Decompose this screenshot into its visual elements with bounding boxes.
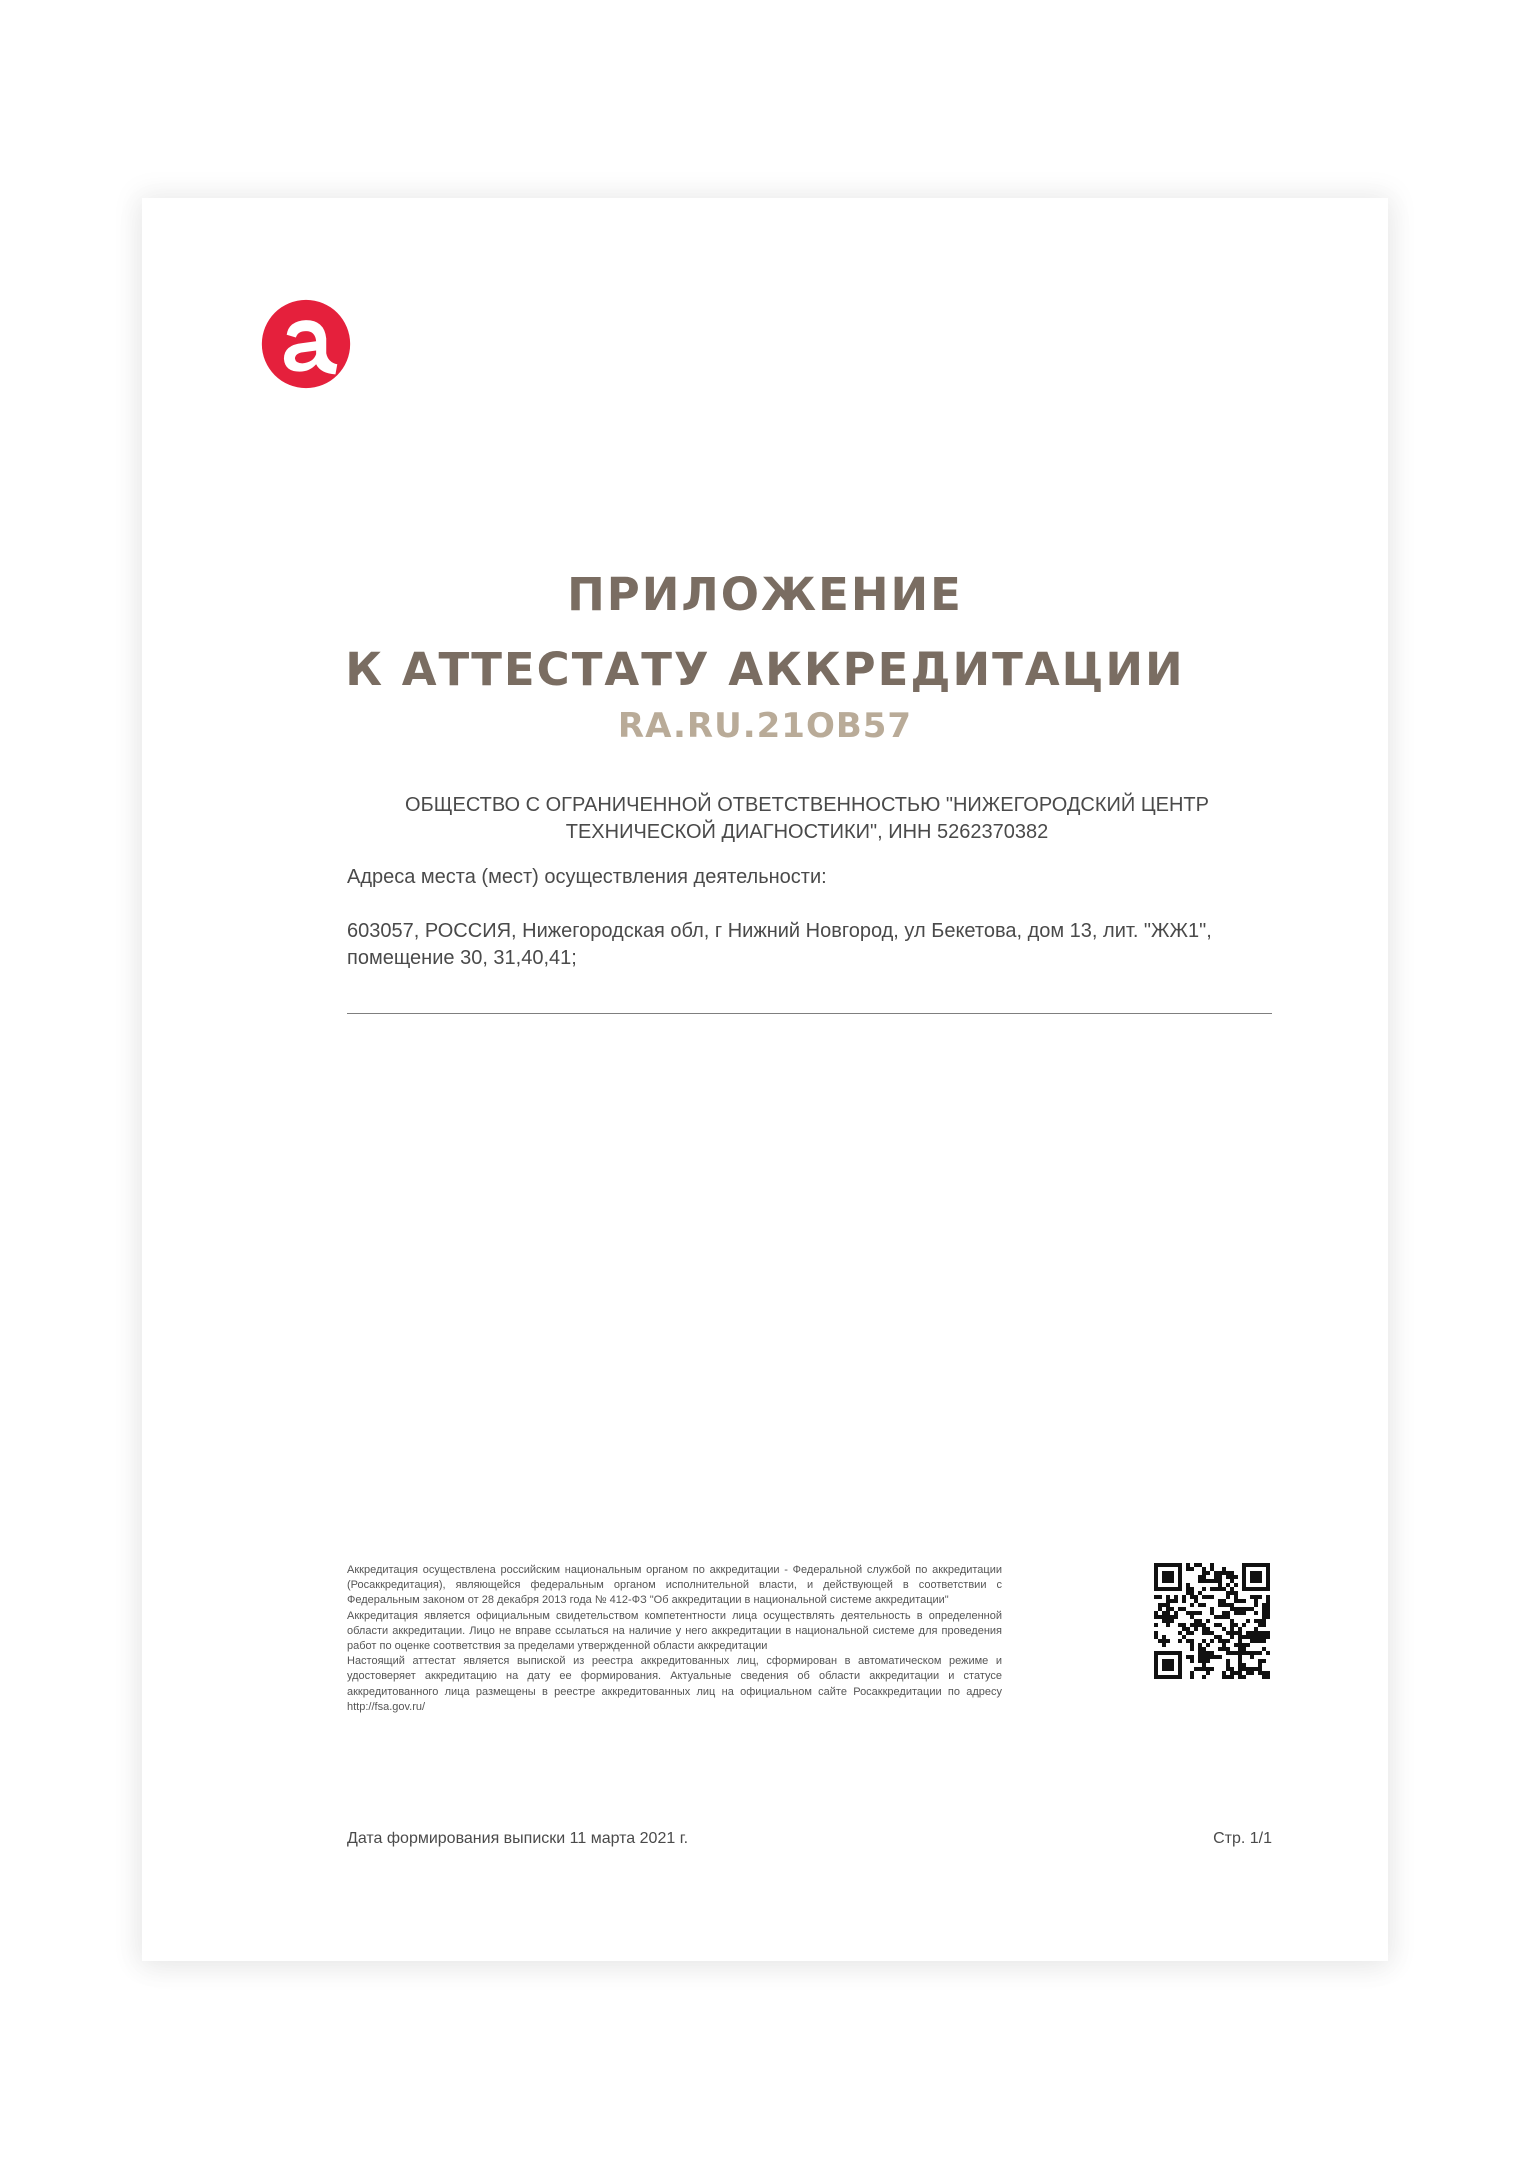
legal-paragraph-2: Аккредитация является официальным свидетельством компетентности лица осуществлять деятельность в определенной области аккредитации. Лицо не вправе ссылаться на наличие у него аккредитации в национальной системе для проведения работ по оценке соответствия за пределами утвержденной области аккредитации xyxy=(347,1609,1002,1653)
address-label: Адреса места (мест) осуществления деятельности: xyxy=(347,866,827,888)
document-page xyxy=(142,198,1388,1961)
title-line-2: К АТТЕСТАТУ АККРЕДИТАЦИИ xyxy=(345,643,1185,696)
legal-paragraph-1: Аккредитация осуществлена российским национальным органом по аккредитации - Федеральной службой по аккредитации (Росаккредитация), являющейся федеральным органом исполнительной власти, и действующей в соответствии с Федеральным законом от 28 декабря 2013 года № 412-ФЗ "Об аккредитации в национальной системе аккредитации" xyxy=(347,1564,1002,1607)
organization-name: ОБЩЕСТВО С ОГРАНИЧЕННОЙ ОТВЕТСТВЕННОСТЬЮ "НИЖЕГОРОДСКИЙ ЦЕНТР ТЕХНИЧЕСКОЙ ДИАГНОСТИКИ", ИНН 5262370382 xyxy=(405,794,1209,843)
accreditation-logo-icon xyxy=(260,298,352,390)
registration-number: RA.RU.21OB57 xyxy=(617,706,913,746)
legal-paragraph-3: Настоящий аттестат является выпиской из реестра аккредитованных лиц, сформирован в автоматическом режиме и удостоверяет аккредитацию на дату ее формирования. Актуальные сведения об области аккредитации и статусе аккредитованного лица размещены в реестре аккредитованных лиц на официальном сайте Росаккредитации по адресу http://fsa.gov.ru/ xyxy=(347,1655,1002,1713)
legal-notice xyxy=(347,1563,1002,1715)
generation-date: Дата формирования выписки 11 марта 2021 г. xyxy=(347,1830,689,1847)
title-line-1: ПРИЛОЖЕНИЕ xyxy=(567,568,963,621)
address-value: 603057, РОССИЯ, Нижегородская обл, г Нижний Новгород, ул Бекетова, дом 13, лит. "ЖЖ1", помещение 30, 31,40,41; xyxy=(347,920,1212,969)
qr-code-icon xyxy=(1154,1563,1270,1679)
page-number: Стр. 1/1 xyxy=(1213,1830,1272,1847)
divider xyxy=(347,1013,1272,1014)
